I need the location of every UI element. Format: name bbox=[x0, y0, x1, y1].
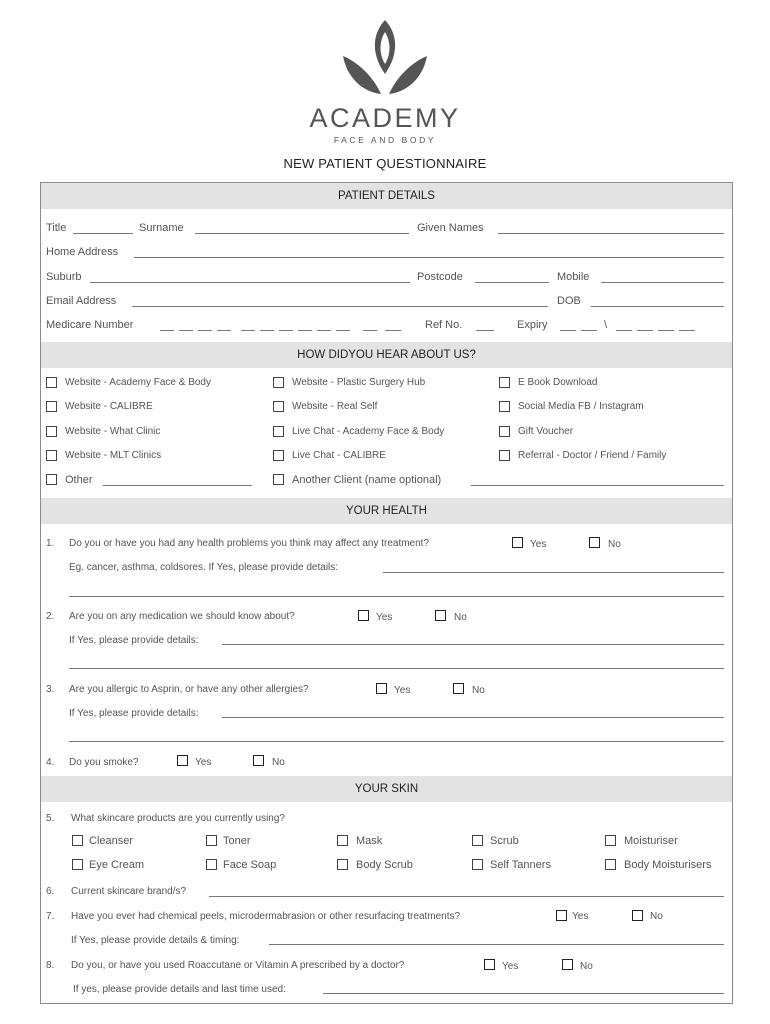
ref-no-field[interactable] bbox=[476, 330, 494, 331]
hear-calibre-website-checkbox[interactable] bbox=[46, 401, 57, 412]
hear-option-label: Other bbox=[65, 474, 93, 486]
q3-details-field[interactable] bbox=[222, 717, 724, 718]
q3-details-field-line2[interactable] bbox=[69, 741, 724, 742]
hear-gift-voucher-checkbox[interactable] bbox=[499, 426, 510, 437]
product-label: Self Tanners bbox=[490, 859, 551, 871]
hear-option-label: Website - What Clinic bbox=[65, 426, 161, 437]
q8-text: Do you, or have you used Roaccutane or Vitamin A prescribed by a doctor? bbox=[71, 960, 405, 971]
q5-number: 5. bbox=[46, 813, 55, 824]
hear-option-label: E Book Download bbox=[518, 377, 598, 388]
mobile-field[interactable] bbox=[601, 282, 724, 283]
given-names-field[interactable] bbox=[498, 233, 724, 234]
hear-option-label: Website - Academy Face & Body bbox=[65, 377, 211, 388]
q8-details-label: If yes, please provide details and last time used: bbox=[73, 984, 286, 995]
hear-live-chat-academy-checkbox[interactable] bbox=[273, 426, 284, 437]
product-label: Body Scrub bbox=[356, 859, 413, 871]
hear-another-client-field[interactable] bbox=[471, 485, 724, 486]
q1-text: Do you or have you had any health problems you think may affect any treatment? bbox=[69, 538, 430, 549]
q3-details-label: If Yes, please provide details: bbox=[69, 708, 199, 719]
hear-option-label: Social Media FB / Instagram bbox=[518, 401, 644, 412]
q3-number: 3. bbox=[46, 684, 55, 695]
product-self-tanners-checkbox[interactable] bbox=[472, 859, 483, 870]
product-mask-checkbox[interactable] bbox=[337, 835, 348, 846]
hear-live-chat-calibre-checkbox[interactable] bbox=[273, 450, 284, 461]
q8-no-checkbox[interactable] bbox=[562, 959, 573, 970]
email-label: Email Address bbox=[46, 295, 117, 307]
questionnaire-form bbox=[40, 182, 733, 1004]
product-eye-cream-checkbox[interactable] bbox=[72, 859, 83, 870]
your-skin-heading: YOUR SKIN bbox=[41, 776, 732, 802]
q7-details-label: If Yes, please provide details & timing: bbox=[71, 935, 240, 946]
product-label: Cleanser bbox=[89, 835, 134, 847]
q1-details-field-line2[interactable] bbox=[69, 596, 724, 597]
home-address-field[interactable] bbox=[134, 257, 724, 258]
suburb-field[interactable] bbox=[90, 282, 410, 283]
mobile-label: Mobile bbox=[557, 271, 590, 283]
q7-no-checkbox[interactable] bbox=[632, 910, 643, 921]
q6-brand-field[interactable] bbox=[209, 896, 724, 897]
q8-number: 8. bbox=[46, 960, 55, 971]
medicare-label: Medicare Number bbox=[46, 319, 134, 331]
hear-real-self-checkbox[interactable] bbox=[273, 401, 284, 412]
brand-subtitle: FACE AND BODY bbox=[333, 135, 437, 145]
q2-number: 2. bbox=[46, 611, 55, 622]
q3-text: Are you allergic to Asprin, or have any other allergies? bbox=[69, 684, 309, 695]
ref-no-label: Ref No. bbox=[425, 319, 463, 331]
hear-option-label: Website - MLT Clinics bbox=[65, 450, 162, 461]
hear-referral-checkbox[interactable] bbox=[499, 450, 510, 461]
hear-about-heading: HOW DIDYOU HEAR ABOUT US? bbox=[41, 342, 732, 368]
q2-text: Are you on any medication we should know about? bbox=[69, 611, 295, 622]
product-body-scrub-checkbox[interactable] bbox=[337, 859, 348, 870]
q8-yes-checkbox[interactable] bbox=[484, 959, 495, 970]
hear-option-label: Website - Real Self bbox=[292, 401, 378, 412]
q4-text: Do you smoke? bbox=[69, 757, 139, 768]
hear-option-label: Live Chat - CALIBRE bbox=[292, 450, 386, 461]
email-field[interactable] bbox=[132, 306, 548, 307]
hear-other-checkbox[interactable] bbox=[46, 474, 57, 485]
hear-option-label: Gift Voucher bbox=[518, 426, 574, 437]
q2-no-label: No bbox=[454, 612, 467, 623]
product-label: Eye Cream bbox=[89, 859, 145, 871]
surname-field[interactable] bbox=[195, 233, 409, 234]
hear-other-field[interactable] bbox=[103, 485, 252, 486]
product-face-soap-checkbox[interactable] bbox=[206, 859, 217, 870]
given-names-label: Given Names bbox=[417, 222, 484, 234]
lotus-logo-icon bbox=[337, 16, 433, 102]
home-address-label: Home Address bbox=[46, 246, 119, 258]
q1-yes-checkbox[interactable] bbox=[512, 537, 523, 548]
product-toner-checkbox[interactable] bbox=[206, 835, 217, 846]
q1-details-label: Eg. cancer, asthma, coldsores. If Yes, please provide details: bbox=[69, 562, 339, 573]
product-label: Scrub bbox=[490, 835, 519, 847]
q1-no-checkbox[interactable] bbox=[589, 537, 600, 548]
q8-yes-label: Yes bbox=[502, 961, 519, 972]
document-title: NEW PATIENT QUESTIONNAIRE bbox=[283, 156, 487, 171]
q8-details-field[interactable] bbox=[323, 993, 724, 994]
product-scrub-checkbox[interactable] bbox=[472, 835, 483, 846]
postcode-field[interactable] bbox=[475, 282, 549, 283]
q6-number: 6. bbox=[46, 886, 55, 897]
q5-text: What skincare products are you currently using? bbox=[71, 813, 285, 824]
q8-no-label: No bbox=[580, 961, 593, 972]
title-field[interactable] bbox=[73, 233, 133, 234]
surname-label: Surname bbox=[139, 222, 184, 234]
dob-label: DOB bbox=[557, 295, 581, 307]
hear-social-media-checkbox[interactable] bbox=[499, 401, 510, 412]
q2-yes-checkbox[interactable] bbox=[358, 610, 369, 621]
q1-details-field[interactable] bbox=[383, 572, 724, 573]
q2-details-field-line2[interactable] bbox=[69, 668, 724, 669]
hear-academy-website-checkbox[interactable] bbox=[46, 377, 57, 388]
q1-number: 1. bbox=[46, 538, 55, 549]
expiry-label: Expiry bbox=[517, 319, 548, 331]
hear-mlt-checkbox[interactable] bbox=[46, 450, 57, 461]
hear-option-label: Live Chat - Academy Face & Body bbox=[292, 426, 445, 437]
q3-yes-checkbox[interactable] bbox=[376, 683, 387, 694]
patient-details-heading: PATIENT DETAILS bbox=[41, 183, 732, 209]
hear-another-client-checkbox[interactable] bbox=[273, 474, 284, 485]
q7-number: 7. bbox=[46, 911, 55, 922]
hear-option-label: Website - Plastic Surgery Hub bbox=[292, 377, 426, 388]
hear-whatclinic-checkbox[interactable] bbox=[46, 426, 57, 437]
q2-yes-label: Yes bbox=[376, 612, 393, 623]
hear-option-label: Another Client (name optional) bbox=[292, 474, 442, 486]
q7-yes-label: Yes bbox=[572, 911, 589, 922]
hear-ebook-checkbox[interactable] bbox=[499, 377, 510, 388]
expiry-separator: \ bbox=[604, 319, 608, 331]
q2-details-label: If Yes, please provide details: bbox=[69, 635, 199, 646]
q1-yes-label: Yes bbox=[530, 539, 547, 550]
hear-option-label: Website - CALIBRE bbox=[65, 401, 153, 412]
product-label: Mask bbox=[356, 835, 383, 847]
q1-no-label: No bbox=[608, 539, 621, 550]
q3-no-label: No bbox=[472, 685, 485, 696]
q4-number: 4. bbox=[46, 757, 55, 768]
postcode-label: Postcode bbox=[417, 271, 463, 283]
q2-no-checkbox[interactable] bbox=[435, 610, 446, 621]
brand-name: ACADEMY bbox=[309, 103, 461, 133]
product-label: Body Moisturisers bbox=[624, 859, 712, 871]
product-body-moisturisers-checkbox[interactable] bbox=[605, 859, 616, 870]
product-moisturiser-checkbox[interactable] bbox=[605, 835, 616, 846]
product-label: Toner bbox=[223, 835, 251, 847]
product-label: Face Soap bbox=[223, 859, 277, 871]
q2-details-field[interactable] bbox=[222, 644, 724, 645]
hear-plastic-surgery-hub-checkbox[interactable] bbox=[273, 377, 284, 388]
q7-details-field[interactable] bbox=[269, 944, 724, 945]
q4-no-checkbox[interactable] bbox=[253, 755, 264, 766]
q7-no-label: No bbox=[650, 911, 663, 922]
q4-yes-checkbox[interactable] bbox=[177, 755, 188, 766]
your-health-heading: YOUR HEALTH bbox=[41, 498, 732, 524]
q6-text: Current skincare brand/s? bbox=[71, 886, 187, 897]
suburb-label: Suburb bbox=[46, 271, 82, 283]
q4-yes-label: Yes bbox=[195, 757, 212, 768]
product-label: Moisturiser bbox=[624, 835, 678, 847]
q3-no-checkbox[interactable] bbox=[453, 683, 464, 694]
title-label: Title bbox=[46, 222, 67, 234]
product-cleanser-checkbox[interactable] bbox=[72, 835, 83, 846]
q3-yes-label: Yes bbox=[394, 685, 411, 696]
q4-no-label: No bbox=[272, 757, 285, 768]
q7-text: Have you ever had chemical peels, microdermabrasion or other resurfacing treatments? bbox=[71, 911, 461, 922]
q7-yes-checkbox[interactable] bbox=[556, 910, 567, 921]
dob-field[interactable] bbox=[591, 306, 724, 307]
logo bbox=[0, 16, 770, 145]
hear-option-label: Referral - Doctor / Friend / Family bbox=[518, 450, 667, 461]
